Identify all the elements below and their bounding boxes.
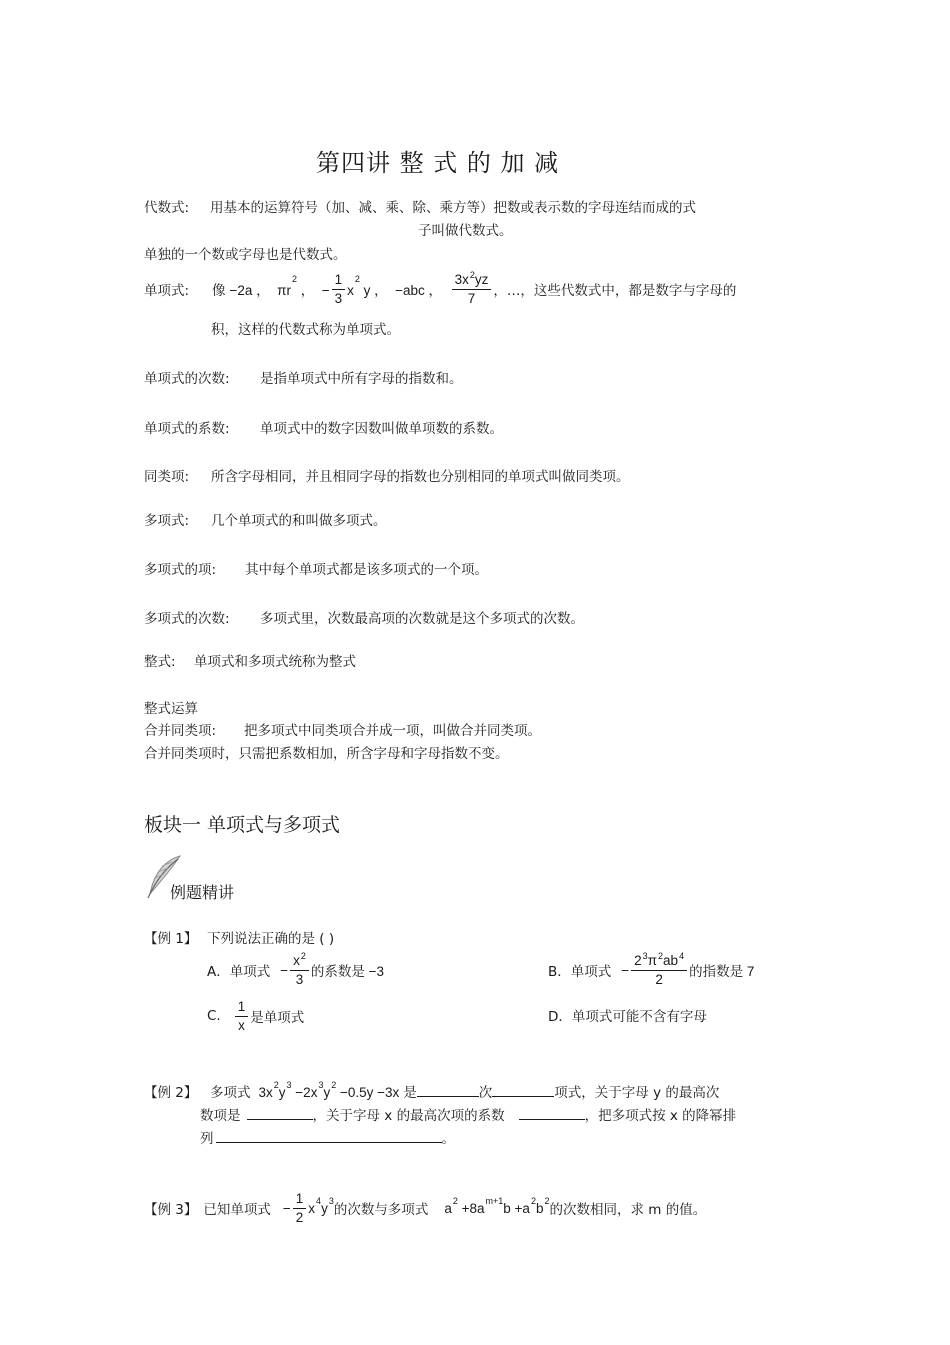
ops-title: 整式运算: [144, 701, 198, 717]
option-b-tail: 的指数是 7: [689, 964, 755, 979]
math-expr: −: [282, 1200, 291, 1216]
example2-text: 次: [478, 1085, 493, 1101]
poly-degree-text: 多项式里，次数最高项的次数就是这个多项式的次数。: [260, 611, 584, 627]
option-a: [207, 946, 384, 994]
example2-tag: 【例 2】: [144, 1085, 198, 1101]
example1-question: 下列说法正确的是 ( ): [207, 931, 335, 947]
answer-blank[interactable]: [417, 1083, 479, 1097]
example2-text: ，把多项式按 x 的降幂排: [584, 1108, 737, 1124]
integral-text: 单项式和多项式统称为整式: [194, 654, 356, 670]
monomial-examples: [212, 266, 736, 312]
option-b-label: B．单项式: [548, 964, 612, 980]
option-d: D．单项式可能不含有字母: [548, 1009, 707, 1025]
fraction: $\frac{1}{x}$: [235, 999, 249, 1034]
answer-blank[interactable]: [492, 1083, 554, 1097]
example1-tag: 【例 1】: [144, 931, 198, 947]
coef-label: 单项式的系数:: [144, 421, 230, 437]
like-terms-label: 同类项:: [144, 469, 190, 485]
example2-text: 项式，关于字母 y 的最高次: [554, 1085, 720, 1101]
example3-text: 的次数与多项式: [333, 1202, 429, 1218]
fraction: $\frac{1}{3}$: [332, 272, 346, 307]
fraction: $\frac{x^2}{3}$: [290, 953, 309, 988]
fraction: $\frac{2^3\pi^2ab^4}{2}$: [631, 953, 687, 988]
example3-text: 的次数相同，求 m 的值。: [549, 1202, 707, 1218]
example2-text: 。: [441, 1131, 455, 1147]
answer-blank[interactable]: [519, 1106, 585, 1120]
integral-label: 整式:: [144, 654, 176, 670]
combine-label: 合并同类项:: [144, 723, 217, 739]
examples-heading: 例题精讲: [170, 883, 235, 902]
option-c-tail: 是单项式: [250, 1010, 305, 1026]
example2-text: ，关于字母 x 的最高次项的系数: [312, 1108, 505, 1124]
answer-blank[interactable]: [216, 1129, 442, 1143]
math-expr: −2a ， $\pi r^2$ ， −: [229, 274, 330, 298]
math-expr: $3x^2y^3 -2x^3y^2 -0.5y -3x$: [258, 1080, 400, 1100]
section-title: 板块一 单项式与多项式: [144, 814, 341, 836]
example2-line2: [200, 1104, 736, 1124]
coef-text: 单项式中的数字因数叫做单项数的系数。: [260, 421, 503, 437]
math-expr: −: [280, 962, 289, 978]
monomial-text: 积，这样的代数式称为单项式。: [211, 322, 400, 338]
math-expr: $x^2$ y ， −abc ，: [347, 274, 450, 298]
option-a-label: A．单项式: [207, 964, 271, 980]
algebraic-text-cont: 子叫做代数式。: [418, 223, 513, 239]
option-b: [548, 946, 754, 994]
example2-text: 数项是: [200, 1108, 241, 1124]
monomial-label: 单项式:: [144, 283, 190, 299]
poly-degree-label: 多项式的次数:: [144, 611, 230, 627]
fraction: $\frac{3x^2yz}{7}$: [452, 272, 492, 307]
page-title: 第四讲 整 式 的 加 减: [316, 149, 560, 177]
monomial-tail: ，…，这些代数式中，都是数字与字母的: [493, 283, 737, 299]
fraction: $\frac{1}{2}$: [293, 1191, 307, 1226]
option-a-tail: 的系数是 −3: [310, 964, 385, 979]
option-c: [207, 994, 304, 1038]
math-expr: $x^4y^3$: [308, 1195, 334, 1216]
polynomial-text: 几个单项式的和叫做多项式。: [211, 513, 387, 529]
algebraic-text: 用基本的运算符号（加、减、乘、除、乘方等）把数或表示数的字母连结而成的式: [210, 200, 696, 216]
degree-label: 单项式的次数:: [144, 371, 230, 387]
example3: [144, 1186, 706, 1230]
algebraic-label: 代数式:: [144, 200, 190, 216]
combine-note: 合并同类项时，只需把系数相加，所含字母和字母指数不变。: [144, 746, 509, 762]
answer-blank[interactable]: [247, 1106, 313, 1120]
combine-text: 把多项式中同类项合并成一项，叫做合并同类项。: [244, 723, 541, 739]
poly-term-text: 其中每个单项式都是该多项式的一个项。: [245, 562, 488, 578]
degree-text: 是指单项式中所有字母的指数和。: [260, 371, 463, 387]
example2-line3: [200, 1127, 455, 1147]
math-expr: −: [621, 962, 630, 978]
like-terms-text: 所含字母相同，并且相同字母的指数也分别相同的单项式叫做同类项。: [211, 469, 630, 485]
monomial-like: 像: [212, 283, 226, 299]
poly-term-label: 多项式的项:: [144, 562, 217, 578]
example2-line1: [210, 1081, 719, 1101]
example3-tag: 【例 3】: [144, 1202, 198, 1218]
example2-text: 多项式: [210, 1085, 251, 1101]
example2-text: 列: [200, 1131, 214, 1147]
math-expr: $a^2 +8a^{m+1}b +a^2b^2$: [444, 1195, 550, 1216]
polynomial-label: 多项式:: [144, 513, 190, 529]
option-c-label: C.: [207, 1008, 221, 1024]
example2-text: 是: [403, 1085, 417, 1101]
example3-text: 已知单项式: [203, 1202, 271, 1218]
algebraic-note: 单独的一个数或字母也是代数式。: [144, 247, 347, 263]
